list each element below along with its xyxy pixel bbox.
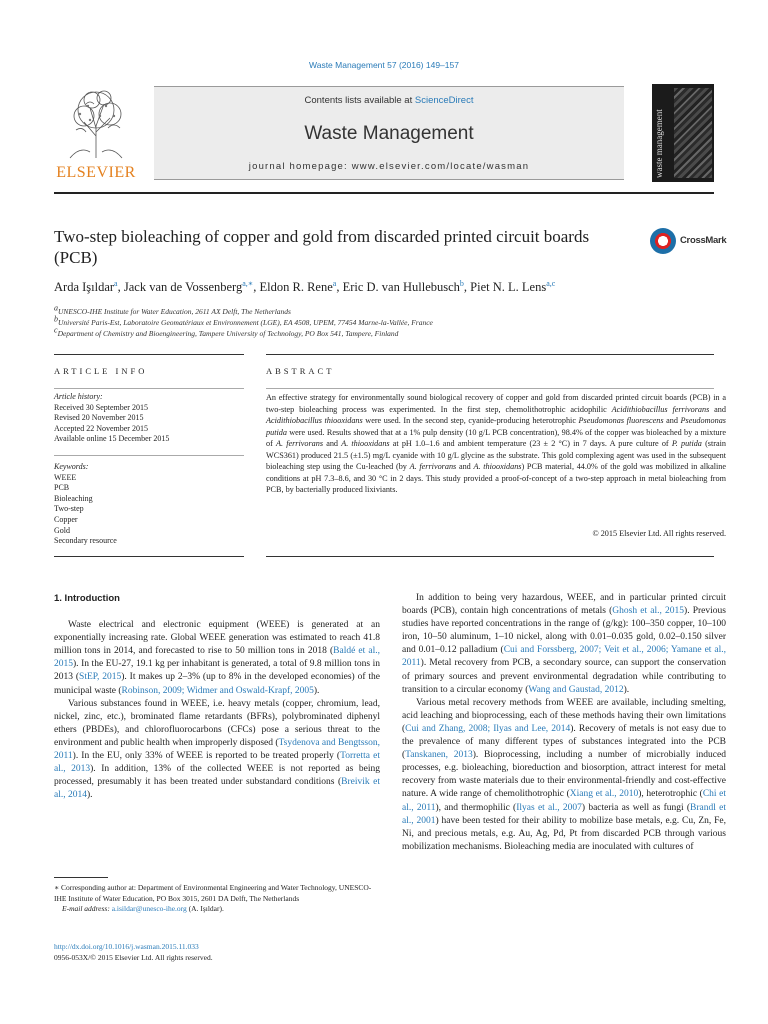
author-list: Arda Işıldar$^a$, Jack van de Vossenberg$^{a,∗}$, Eldon R. Rene$^a$, Eric D. van Hullebusch$^b$, Piet N. L. Lens$^{a,c}$ <box>54 278 556 294</box>
paragraph: Waste electrical and electronic equipment (WEEE) is generated at an exponentially increasing rate. Global WEEE generation was estimated to reach 41.8 million tons in 2014, and forecasted to rise to 50 million tons in 2018 (Baldé et al., 2015). In the EU-27, 19.1 kg per inhabitant is generated, a total of 9.8 million tons in 2013 (StEP, 2015). It makes up 2–3% (up to 8% in the developed economies) of the municipal waste (Robinson, 2009; Widmer and Oswald-Krapf, 2005). <box>54 620 380 696</box>
citation-link[interactable]: Torretta et al., 2013 <box>54 751 380 775</box>
corresponding-author-footnote <box>54 883 380 915</box>
author-name: Eric D. van Hullebusch <box>342 280 460 294</box>
keyword: Copper <box>54 514 78 524</box>
paper-title: Two-step bioleaching of copper and gold from discarded printed circuit boards (PCB) <box>54 227 590 267</box>
history-item: Accepted 22 November 2015 <box>54 423 148 433</box>
abstract-heading: ABSTRACT <box>266 366 335 376</box>
keywords-label: Keywords: <box>54 462 89 471</box>
author-name: Piet N. L. Lens <box>470 280 547 294</box>
article-info-heading: ARTICLE INFO <box>54 366 148 376</box>
journal-info-box <box>154 86 624 180</box>
keyword: Secondary resource <box>54 536 117 546</box>
abstract-copyright: © 2015 Elsevier Ltd. All rights reserved. <box>592 529 726 538</box>
citation-link[interactable]: Tsydenova and Bengtsson, 2011 <box>54 737 380 762</box>
article-history <box>54 392 244 445</box>
cover-title: waste management <box>654 109 664 178</box>
publisher-name: ELSEVIER <box>56 164 136 181</box>
crossmark-icon <box>650 228 676 254</box>
journal-masthead <box>54 84 714 186</box>
email-line: E-mail address: a.isildar@unesco-ihe.org (A. Işıldar). <box>62 904 224 913</box>
citation-link[interactable]: Ilyas et al., 2007 <box>516 802 582 813</box>
email-link[interactable]: a.isildar@unesco-ihe.org <box>111 904 187 913</box>
abstract-text: An effective strategy for environmentally sound biological recovery of copper and gold from discarded printed circuit boards (PCB) in a two-step bioleaching process was experimented. In the first step, chemolithotrophic acidophilic Acidithiobacillus ferrivorans and Acidithiobacillus thiooxidans were used. In the second step, cyanide-producing heterotrophic Pseudomonas fluorescens and Pseudomonas putida were used. Results showed that at a 1% pulp density (10 g/L PCB concentration), 98.4% of the copper was bioleached by a mixture of A. ferrivorans and A. thiooxidans at pH 1.0–1.6 and ambient temperature (23 ± 2 °C) in 7 days. A pure culture of P. putida (strain WCS361) produced 21.5 (±1.5) mg/L cyanide with 10 g/L glycine as the substrate. This gold complexing agent was used in the subsequent bioleaching step using the Cu-leached (by A. ferrivorans and A. thiooxidans) PCB material, 44.0% of the gold was mobilized in alkaline conditions at pH 7.3–8.6, and 30 °C in 2 days. This study provided a proof-of-concept of a two-step approach in metal bioleaching from PCB, by bacterially produced lixiviants. <box>266 393 726 494</box>
section-heading-introduction: 1. Introduction <box>54 593 120 604</box>
crossmark-badge[interactable] <box>650 228 730 258</box>
keyword: WEEE <box>54 472 77 482</box>
footnote-divider <box>54 877 108 878</box>
contents-line <box>154 95 624 106</box>
affiliation-item: $^b$Université Paris-Est, Laboratoire Geomatériaux et Environnement (LGE), EA 4508, UPEM, 77454 Marne-la-Vallée, France <box>54 314 433 327</box>
citation-link[interactable]: Chi et al., 2011 <box>402 789 726 813</box>
keyword: PCB <box>54 483 70 493</box>
body-column-right <box>402 592 726 854</box>
author-affiliation-marker[interactable]: a <box>332 278 337 288</box>
citation-link[interactable]: Wang and Gaustad, 2012 <box>528 684 624 695</box>
divider <box>54 354 244 355</box>
divider <box>54 388 244 389</box>
history-label: Article history: <box>54 392 103 401</box>
history-item: Received 30 September 2015 <box>54 402 148 412</box>
header-divider <box>54 192 714 194</box>
author-affiliation-marker[interactable]: a,c <box>546 278 556 288</box>
paragraph: In addition to being very hazardous, WEEE, and in particular printed circuit boards (PCB), contain high concentrations of metals (Ghosh et al., 2015). Previous studies have reported concentrations in the range of (g/kg): 100–350 copper, 10–100 iron, 10–50 aluminum, 1–10 nickel, along with 0.01–0.035 gold, 0.02–0.150 silver and 0.01–0.12 palladium (Cui and Forssberg, 2007; Veit et al., 2006; Yamane et al., 2011). Metal recovery from PCB, a secondary source, can support the conservation of primary sources and prevent environmental degradation while contributing to transition to a circular economy (Wang and Gaustad, 2012). <box>402 593 726 695</box>
citation-link[interactable]: Brandl et al., 2001 <box>402 802 727 826</box>
author-name: Eldon R. Rene <box>259 280 333 294</box>
affiliation-item: $^c$Department of Chemistry and Bioengineering, Tampere University of Technology, PO Box 541, Tampere, Finland <box>54 325 399 338</box>
keywords <box>54 462 244 547</box>
journal-homepage[interactable]: journal homepage: www.elsevier.com/locate/wasman <box>248 161 530 172</box>
body-column-left <box>54 592 380 802</box>
journal-cover-image[interactable] <box>652 84 714 182</box>
footnote-text: ∗ Corresponding author at: Department of Environmental Engineering and Water Technology, UNESCO-IHE Institute of Water Education, PO Box 3015, 2601 DA Delft, The Netherlands <box>54 883 372 903</box>
divider <box>266 556 714 557</box>
sciencedirect-link[interactable]: ScienceDirect <box>414 95 474 106</box>
paragraph: Various metal recovery methods from WEEE are available, including smelting, acid leaching and bioprocessing, each of these methods having their own limitations (Cui and Zhang, 2008; Ilyas and Lee, 2014). Recovery of metals is not easy due to the prevalence of many different types of substances integrated into the PCB (Tanskanen, 2013). Bioprocessing, including a number of microbially induced processes, e.g. bioleaching, bioreduction and biosorption, attract interest for metal recovery from waste materials due to their environmental-friendly and cost-effective nature. A wide range of chemolithotrophic (Xiang et al., 2010), heterotrophic (Chi et al., 2011), and thermophilic (Ilyas et al., 2007) bacteria as well as fungi (Brandl et al., 2001) have been tested for their ability to mobilize base metals, e.g. Cu, Zn, Fe, Ni, and precious metals, e.g. Au, Ag, Pd, Pt from discarded PCB through various mobilization mechanisms. Bioleaching media are inoculated with cultures of <box>402 697 727 852</box>
crossmark-label: CrossMark <box>680 235 727 246</box>
divider <box>266 354 714 355</box>
citation-link[interactable]: Cui and Zhang, 2008; Ilyas and Lee, 2014 <box>405 723 571 734</box>
email-label: E-mail address: <box>62 904 110 913</box>
citation-link[interactable]: StEP, 2015 <box>79 672 122 683</box>
contents-prefix: Contents lists available at <box>304 95 415 106</box>
journal-citation[interactable]: Waste Management 57 (2016) 149–157 <box>309 60 459 70</box>
elsevier-logo[interactable] <box>54 84 138 184</box>
elsevier-tree-icon <box>60 86 132 160</box>
citation-link[interactable]: Tanskanen, 2013 <box>405 750 473 761</box>
keyword: Bioleaching <box>54 493 93 503</box>
cover-artwork <box>674 88 712 178</box>
history-item: Revised 20 November 2015 <box>54 413 144 423</box>
paragraph: Various substances found in WEEE, i.e. heavy metals (copper, chromium, lead, nickel, zinc, etc.), brominated flame retardants (BFRs), polybrominated diphenyl ethers (PBDEs), and chlorofluorocarbons (CFCs) pose a serious threat to the environment and public health when improperly disposed (Tsydenova and Bengtsson, 2011). In the EU, only 33% of WEEE is reported to be treated properly (Torretta et al., 2013). In addition, 13% of the collected WEEE is not reported as being processed, presumably it has been treated under substandard conditions (Breivik et al., 2014). <box>54 698 381 801</box>
doi-link[interactable]: http://dx.doi.org/10.1016/j.wasman.2015.11.033 <box>54 942 199 951</box>
author-affiliation-marker[interactable]: a <box>114 278 118 288</box>
author-affiliation-marker[interactable]: a,∗ <box>242 278 254 288</box>
author-name: Jack van de Vossenberg <box>123 280 243 294</box>
history-item: Available online 15 December 2015 <box>54 434 170 444</box>
citation-link[interactable]: Xiang et al., 2010 <box>569 789 639 800</box>
citation-link[interactable]: Breivik et al., 2014 <box>54 777 380 801</box>
affiliation-list <box>54 303 714 339</box>
issn-copyright: 0956-053X/© 2015 Elsevier Ltd. All rights reserved. <box>54 952 213 962</box>
keyword: Two-step <box>54 504 84 514</box>
author-name: Arda Işıldar <box>54 280 115 294</box>
affiliation-item: $^a$UNESCO-IHE Institute for Water Education, 2611 AX Delft, The Netherlands <box>54 303 291 316</box>
divider <box>54 556 244 557</box>
citation-link[interactable]: Ghosh et al., 2015 <box>612 606 685 617</box>
keyword: Gold <box>54 525 70 535</box>
journal-title: Waste Management <box>304 123 474 144</box>
divider <box>54 455 244 456</box>
citation-link[interactable]: Robinson, 2009; Widmer and Oswald-Krapf, 2005 <box>121 685 314 696</box>
citation-link[interactable]: Baldé et al., 2015 <box>54 646 380 670</box>
doi-block <box>54 942 380 963</box>
author-affiliation-marker[interactable]: b <box>459 278 464 288</box>
citation-link[interactable]: Cui and Forssberg, 2007; Veit et al., 2006; Yamane et al., 2011 <box>402 645 726 669</box>
divider <box>266 388 714 389</box>
